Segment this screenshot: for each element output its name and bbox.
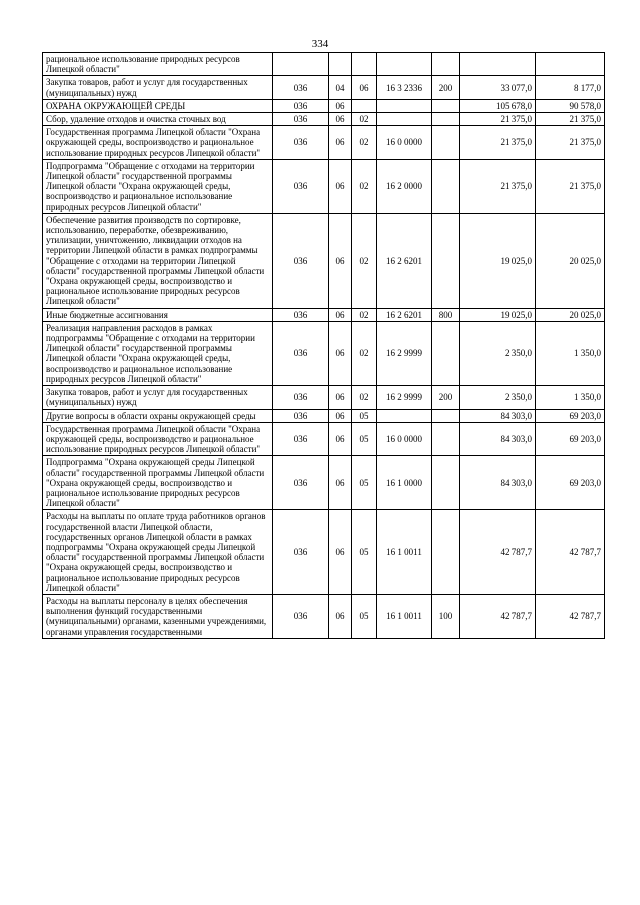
expense-type-code [432,99,460,112]
expense-type-code [432,113,460,126]
table-row [43,159,605,213]
amount-year-1: 19 025,0 [460,308,536,321]
amount-year-2: 1 350,0 [536,321,605,385]
subsection-code: 02 [352,126,377,160]
section-code: 06 [329,321,352,385]
amount-year-1: 42 787,7 [460,594,536,638]
row-description: Расходы на выплаты персоналу в целях обеспечения выполнения функций государственными (муниципальными) органами, казенными учреждениями, органами управления государственными [43,594,273,638]
amount-year-2: 90 578,0 [536,99,605,112]
row-description: Государственная программа Липецкой области "Охрана окружающей среды, воспроизводство и рациональное использование природных ресурсов Липецкой области" [43,422,273,456]
table-row [43,76,605,99]
subsection-code: 02 [352,213,377,308]
admin-code: 036 [273,99,329,112]
admin-code: 036 [273,594,329,638]
admin-code: 036 [273,422,329,456]
target-article-code [377,113,432,126]
amount-year-2: 1 350,0 [536,386,605,409]
row-description: Закупка товаров, работ и услуг для государственных (муниципальных) нужд [43,386,273,409]
target-article-code: 16 2 0000 [377,159,432,213]
budget-table [42,52,605,639]
table-body [43,53,605,639]
subsection-code: 05 [352,456,377,510]
row-description: Закупка товаров, работ и услуг для государственных (муниципальных) нужд [43,76,273,99]
expense-type-code: 200 [432,76,460,99]
subsection-code [352,99,377,112]
expense-type-code [432,409,460,422]
subsection-code [352,53,377,76]
amount-year-2: 69 203,0 [536,409,605,422]
subsection-code: 02 [352,321,377,385]
table-row [43,422,605,456]
subsection-code: 06 [352,76,377,99]
admin-code: 036 [273,510,329,595]
subsection-code: 02 [352,159,377,213]
amount-year-1: 105 678,0 [460,99,536,112]
section-code: 06 [329,99,352,112]
section-code: 06 [329,308,352,321]
table-row [43,53,605,76]
target-article-code: 16 2 6201 [377,213,432,308]
amount-year-1: 42 787,7 [460,510,536,595]
amount-year-2 [536,53,605,76]
target-article-code: 16 2 6201 [377,308,432,321]
section-code: 06 [329,386,352,409]
subsection-code: 02 [352,386,377,409]
subsection-code: 02 [352,113,377,126]
row-description: ОХРАНА ОКРУЖАЮЩЕЙ СРЕДЫ [43,99,273,112]
section-code [329,53,352,76]
amount-year-1: 84 303,0 [460,422,536,456]
target-article-code [377,53,432,76]
amount-year-2: 20 025,0 [536,308,605,321]
admin-code: 036 [273,321,329,385]
table-row [43,594,605,638]
row-description: Обеспечение развития производств по сортировке, использованию, переработке, обезвреживанию, утилизации, уничтожению, ликвидации отходов на территории Липецкой области в рамках подпрограммы "Обращение с отходами на территории Липецкой области" государственной программы Липецкой области "Охрана окружающей среды, воспроизводство и рациональное использование природных ресурсов Липецкой области" [43,213,273,308]
section-code: 06 [329,126,352,160]
target-article-code: 16 1 0011 [377,594,432,638]
amount-year-2: 69 203,0 [536,422,605,456]
table-row [43,409,605,422]
admin-code: 036 [273,456,329,510]
expense-type-code [432,53,460,76]
row-description: Расходы на выплаты по оплате труда работников органов государственной власти Липецкой области, государственных органов Липецкой области в рамках подпрограммы "Охрана окружающей среды Липецкой области" государственной программы Липецкой области "Охрана окружающей среды, воспроизводство и рациональное использование природных ресурсов Липецкой области" [43,510,273,595]
admin-code: 036 [273,159,329,213]
admin-code: 036 [273,386,329,409]
table-row [43,126,605,160]
target-article-code: 16 1 0011 [377,510,432,595]
amount-year-1: 21 375,0 [460,159,536,213]
subsection-code: 05 [352,409,377,422]
amount-year-1: 21 375,0 [460,126,536,160]
expense-type-code [432,422,460,456]
section-code: 06 [329,213,352,308]
section-code: 04 [329,76,352,99]
amount-year-2: 21 375,0 [536,159,605,213]
admin-code: 036 [273,76,329,99]
target-article-code: 16 0 0000 [377,126,432,160]
expense-type-code: 200 [432,386,460,409]
admin-code: 036 [273,113,329,126]
expense-type-code [432,321,460,385]
row-description: Иные бюджетные ассигнования [43,308,273,321]
admin-code: 036 [273,308,329,321]
section-code: 06 [329,456,352,510]
amount-year-1: 19 025,0 [460,213,536,308]
amount-year-2: 21 375,0 [536,113,605,126]
page-number: 334 [311,38,329,50]
row-description: Государственная программа Липецкой области "Охрана окружающей среды, воспроизводство и рациональное использование природных ресурсов Липецкой области" [43,126,273,160]
table-row [43,99,605,112]
expense-type-code [432,213,460,308]
expense-type-code [432,159,460,213]
amount-year-1: 2 350,0 [460,321,536,385]
table-row [43,321,605,385]
row-description: Сбор, удаление отходов и очистка сточных вод [43,113,273,126]
table-row [43,456,605,510]
row-description: Подпрограмма "Обращение с отходами на территории Липецкой области" государственной программы Липецкой области "Охрана окружающей среды, воспроизводство и рациональное использование природных ресурсов Липецкой области" [43,159,273,213]
expense-type-code [432,510,460,595]
section-code: 06 [329,113,352,126]
subsection-code: 05 [352,594,377,638]
amount-year-2: 8 177,0 [536,76,605,99]
target-article-code [377,409,432,422]
section-code: 06 [329,409,352,422]
target-article-code: 16 1 0000 [377,456,432,510]
amount-year-2: 69 203,0 [536,456,605,510]
expense-type-code: 800 [432,308,460,321]
target-article-code: 16 3 2336 [377,76,432,99]
row-description: рациональное использование природных ресурсов Липецкой области" [43,53,273,76]
target-article-code: 16 2 9999 [377,386,432,409]
section-code: 06 [329,510,352,595]
subsection-code: 05 [352,422,377,456]
subsection-code: 02 [352,308,377,321]
admin-code: 036 [273,213,329,308]
table-row [43,308,605,321]
admin-code: 036 [273,409,329,422]
expense-type-code: 100 [432,594,460,638]
amount-year-1: 84 303,0 [460,409,536,422]
target-article-code: 16 0 0000 [377,422,432,456]
subsection-code: 05 [352,510,377,595]
table-row [43,213,605,308]
row-description: Подпрограмма "Охрана окружающей среды Липецкой области" государственной программы Липецкой области "Охрана окружающей среды, воспроизводство и рациональное использование природных ресурсов Липецкой области" [43,456,273,510]
table-row [43,510,605,595]
amount-year-1: 33 077,0 [460,76,536,99]
amount-year-2: 20 025,0 [536,213,605,308]
amount-year-2: 21 375,0 [536,126,605,160]
section-code: 06 [329,594,352,638]
target-article-code [377,99,432,112]
row-description: Другие вопросы в области охраны окружающей среды [43,409,273,422]
amount-year-1: 2 350,0 [460,386,536,409]
section-code: 06 [329,159,352,213]
amount-year-1 [460,53,536,76]
amount-year-2: 42 787,7 [536,510,605,595]
row-description: Реализация направления расходов в рамках подпрограммы "Обращение с отходами на территории Липецкой области" государственной программы Липецкой области "Охрана окружающей среды, воспроизводство и рациональное использование природных ресурсов Липецкой области" [43,321,273,385]
expense-type-code [432,456,460,510]
amount-year-1: 21 375,0 [460,113,536,126]
admin-code: 036 [273,126,329,160]
admin-code [273,53,329,76]
target-article-code: 16 2 9999 [377,321,432,385]
amount-year-2: 42 787,7 [536,594,605,638]
expense-type-code [432,126,460,160]
table-row [43,113,605,126]
amount-year-1: 84 303,0 [460,456,536,510]
section-code: 06 [329,422,352,456]
table-row [43,386,605,409]
